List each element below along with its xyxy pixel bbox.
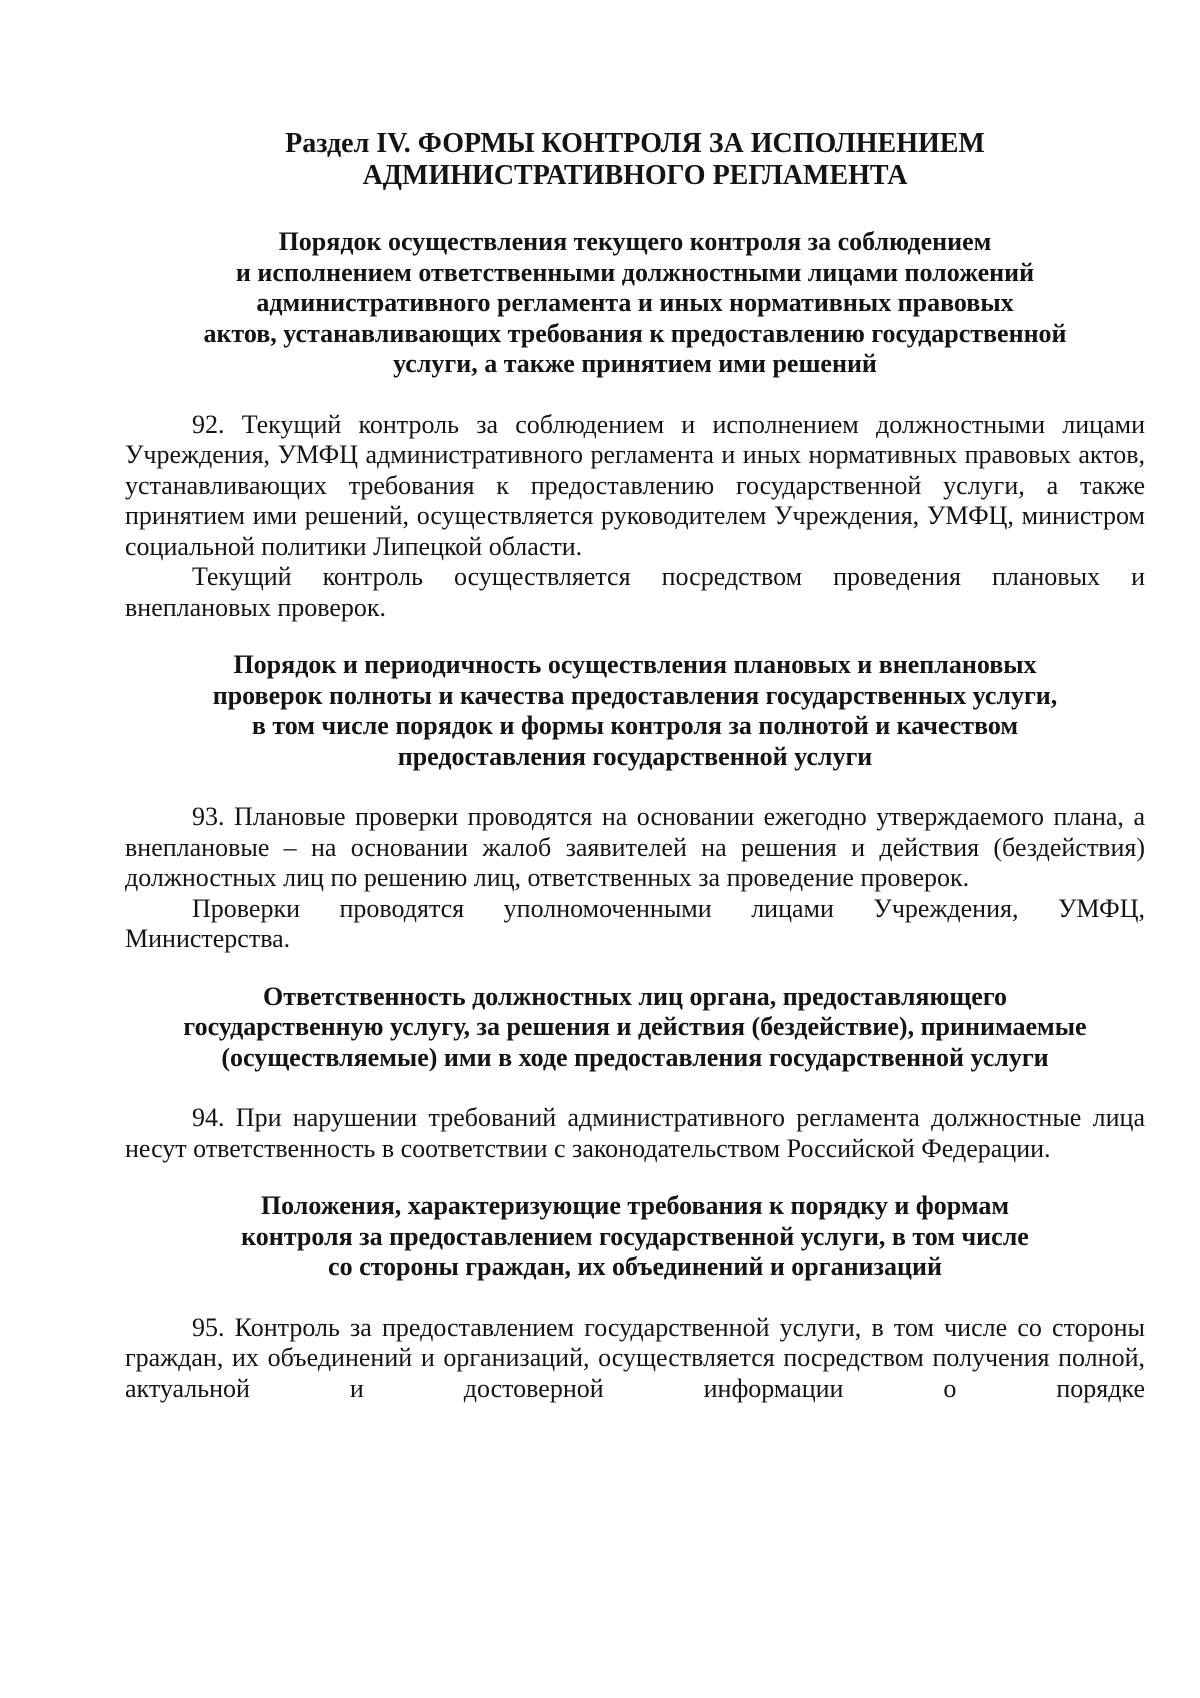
heading-line: проверок полноты и качества предоставления государственных услуги,	[212, 680, 1058, 710]
section-title-line-1: Раздел IV. ФОРМЫ КОНТРОЛЯ ЗА ИСПОЛНЕНИЕМ	[285, 128, 985, 159]
heading-line: государственную услугу, за решения и действия (бездействие), принимаемые	[183, 1012, 1087, 1041]
heading-line: со стороны граждан, их объединений и организаций	[328, 1252, 942, 1281]
heading-line: услуги, а также принятием ими решений	[393, 349, 877, 378]
heading-inspections	[125, 650, 1145, 772]
heading-line: Положения, характеризующие требования к порядку и формам	[260, 1191, 1010, 1220]
heading-line: Порядок и периодичность осуществления плановых и внеплановых	[233, 650, 1037, 679]
paragraph-94: 94. При нарушении требований административного регламента должностные лица несут ответственность в соответствии с законодательством Российской Федерации.	[125, 1103, 1145, 1163]
heading-citizen-control	[125, 1191, 1145, 1283]
paragraph-95: 95. Контроль за предоставлением государственной услуги, в том числе со стороны граждан, их объединений и организаций, осуществляется посредством получения полной, актуальной и достоверной информации о порядке	[125, 1312, 1145, 1403]
paragraph-92: 92. Текущий контроль за соблюдением и исполнением должностными лицами Учреждения, УМФЦ административного регламента и иных нормативных правовых актов, устанавливающих требования к предоставлению государственной услуги, а также принятием ими решений, осуществляется руководителем Учреждения, УМФЦ, министром социальной политики Липецкой области.	[125, 409, 1145, 561]
heading-line: и исполнением ответственными должностными лицами положений	[235, 257, 1035, 287]
heading-line: (осуществляемые) ими в ходе предоставления государственной услуги	[221, 1042, 1049, 1072]
document-page	[125, 128, 1145, 1404]
heading-line: Порядок осуществления текущего контроля за соблюдением	[278, 227, 992, 256]
heading-line: контроля за предоставлением государственной услуги, в том числе	[241, 1221, 1029, 1251]
heading-line: административного регламента и иных нормативных правовых	[256, 288, 1014, 317]
section-title	[125, 128, 1145, 192]
heading-line: предоставления государственной услуги	[397, 741, 873, 771]
paragraph-93-continuation: Проверки проводятся уполномоченными лицами Учреждения, УМФЦ, Министерства.	[125, 893, 1145, 953]
paragraph-93: 93. Плановые проверки проводятся на основании ежегодно утверждаемого плана, а внеплановые – на основании жалоб заявителей на решения и действия (бездействия) должностных лиц по решению лиц, ответственных за проведение проверок.	[125, 802, 1145, 892]
heading-line: актов, устанавливающих требования к предоставлению государственной	[203, 318, 1067, 348]
heading-line: в том числе порядок и формы контроля за полнотой и качеством	[251, 711, 1019, 740]
paragraph-92-continuation: Текущий контроль осуществляется посредством проведения плановых и внеплановых проверок.	[125, 562, 1145, 622]
heading-line: Ответственность должностных лиц органа, предоставляющего	[263, 981, 1007, 1011]
heading-current-control	[125, 227, 1145, 380]
heading-responsibility	[125, 982, 1145, 1074]
section-title-line-2: АДМИНИСТРАТИВНОГО РЕГЛАМЕНТА	[362, 160, 908, 191]
